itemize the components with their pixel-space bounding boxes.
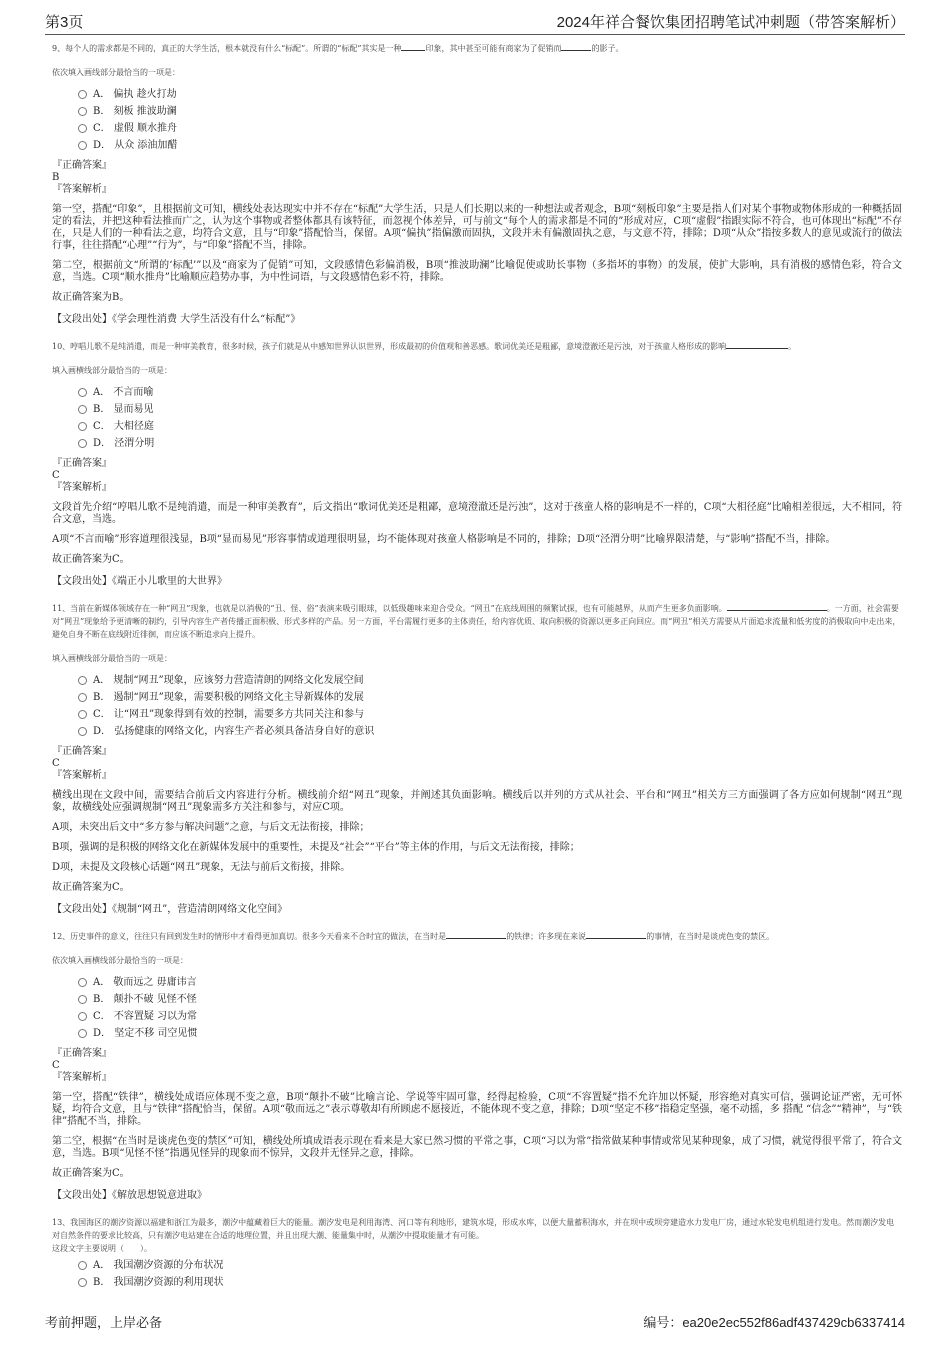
radio-icon[interactable] <box>78 90 87 99</box>
correct-answer: C <box>52 1060 60 1071</box>
option-b[interactable]: B． 颠扑不破 见怪不怪 <box>78 991 902 1008</box>
option-d[interactable]: D． 泾渭分明 <box>78 435 902 452</box>
source-citation: 【文段出处】《端正小儿歌里的大世界》 <box>52 576 227 587</box>
instruction: 依次填入画线部分最恰当的一项是： <box>52 68 180 77</box>
option-a[interactable]: A． 不言而喻 <box>78 384 902 401</box>
analysis-conclusion: 故正确答案为C。 <box>52 882 130 893</box>
page-header <box>45 12 905 35</box>
radio-icon[interactable] <box>78 676 87 685</box>
analysis-paragraph: A项，未突出后文中“多方参与解决问题”之意，与后文无法衔接，排除； <box>52 822 370 833</box>
document-title: 2024年祥合餐饮集团招聘笔试冲刺题（带答案解析） <box>556 14 905 31</box>
analysis-label: 『答案解析』 <box>52 1072 112 1083</box>
option-a[interactable]: A． 偏执 趁火打劫 <box>78 86 902 103</box>
radio-icon[interactable] <box>78 1012 87 1021</box>
option-b[interactable]: B． 遏制“网丑”现象，需要积极的网络文化主导新媒体的发展 <box>78 689 902 706</box>
analysis-paragraph: 文段首先介绍“哼唱儿歌不是纯消遣，而是一种审美教育”，后文指出“歌词优美还是粗鄙，意境澄澈还是污浊”，这对于孩童人格的影响是不一样的，C项“大相径庭”比喻相差很远，大不相同，符合文意，当选。 <box>52 502 902 525</box>
question-11 <box>52 602 902 916</box>
instruction: 填入画横线部分最恰当的一项是： <box>52 654 172 663</box>
analysis-paragraph: 第一空，搭配“印象”，且根据前文可知，横线处表达现实中并不存在“标配”大学生活，只是人们长期以来的一种想法或者观念，B项“刻板印象”主要是指人们对某个事物或物体形成的一种概括固定的看法，并把这种看法推而广之，认为这个事物或者整体都具有该特征，而忽视个体差异，可与前文“每个人的需求都是不同的”形成对应，C项“虚假”指跟实际不符合，也可体现出“标配”不存在，只是人们的一种看法之意，均符合文意，且与“印象”搭配恰当，保留。A项“偏执”指偏激而固执，文段并未有偏激固执之意，与文意不符，排除；D项“从众”指按多数人的意见或流行的做法行事，往往搭配“心理”“行为”，与“印象”搭配不当，排除。 <box>52 204 902 251</box>
blank-line <box>586 930 646 939</box>
blank-line <box>446 930 506 939</box>
analysis-conclusion: 故正确答案为B。 <box>52 292 130 303</box>
option-list <box>78 384 902 452</box>
option-a[interactable]: A． 敬而远之 毋庸讳言 <box>78 974 902 991</box>
radio-icon[interactable] <box>78 710 87 719</box>
question-stem: 12、历史事件的意义，往往只有回到发生时的情形中才看得更加真切。很多今天看来不合时宜的做法，在当时是 的铁律；许多现在来说 的事情，在当时是谈虎色变的禁区。 <box>52 932 775 941</box>
option-c[interactable]: C． 让“网丑”现象得到有效的控制，需要多方共同关注和参与 <box>78 706 902 723</box>
document-id: 编号：ea20e2ec552f86adf437429cb6337414 <box>643 1315 905 1330</box>
correct-answer-label: 『正确答案』 <box>52 160 112 171</box>
page-content <box>52 42 902 1297</box>
analysis-label: 『答案解析』 <box>52 184 112 195</box>
radio-icon[interactable] <box>78 1261 87 1270</box>
question-13 <box>52 1216 902 1291</box>
question-10 <box>52 340 902 588</box>
question-stem: 9、每个人的需求都是不同的，真正的大学生活，根本就没有什么“标配”。所谓的“标配”其实是一种 印象，其中甚至可能有商家为了促销而 的影子。 <box>52 44 624 53</box>
option-b[interactable]: B． 显而易见 <box>78 401 902 418</box>
radio-icon[interactable] <box>78 727 87 736</box>
analysis-conclusion: 故正确答案为C。 <box>52 1168 130 1179</box>
radio-icon[interactable] <box>78 978 87 987</box>
radio-icon[interactable] <box>78 1029 87 1038</box>
correct-answer: C <box>52 758 60 769</box>
blank-line <box>727 602 827 611</box>
question-12 <box>52 930 902 1202</box>
question-stem: 11、当前在新媒体领域存在一种“网丑”现象，也就是以消极的“丑、怪、俗”表演来吸引眼球，以低级趣味来迎合受众。“网丑”在底线周围的频繁试探，也有可能越界，从而产生更多负面影响。 。一方面，社会需要对“网丑”现象给予更清晰的制约，引导内容生产者传播正面积极、形式多样的产品。另一方面，平台需履行更多的主体责任，给内容优质、取向积极的资源以更多正向回应。而“网丑”相关方需要从片面追求流量和低劣度的消极取向中走出来，避免自身不断在底线附近徘徊，而应该不断追求向上提升。 <box>52 604 901 639</box>
option-d[interactable]: D． 从众 添油加醋 <box>78 137 902 154</box>
blank-line <box>561 42 591 51</box>
blank-line <box>401 42 425 51</box>
question-stem: 10、哼唱儿歌不是纯消遣，而是一种审美教育，很多时候，孩子们就是从中感知世界认识世界，形成最初的价值观和善恶感。歌词优美还是粗鄙，意境澄澈还是污浊，对于孩童人格形成的影响 。 <box>52 342 797 351</box>
option-d[interactable]: D． 弘扬健康的网络文化，内容生产者必须具备洁身自好的意识 <box>78 723 902 740</box>
option-b[interactable]: B． 刻板 推波助澜 <box>78 103 902 120</box>
question-9 <box>52 42 902 326</box>
correct-answer-label: 『正确答案』 <box>52 746 112 757</box>
radio-icon[interactable] <box>78 388 87 397</box>
option-a[interactable]: A． 我国潮汐资源的分布状况 <box>78 1257 902 1274</box>
radio-icon[interactable] <box>78 107 87 116</box>
source-citation: 【文段出处】《学会理性消费 大学生活没有什么“标配”》 <box>52 314 301 325</box>
radio-icon[interactable] <box>78 995 87 1004</box>
page-number: 第3页 <box>45 14 84 31</box>
option-b[interactable]: B． 我国潮汐资源的利用现状 <box>78 1274 902 1291</box>
option-a[interactable]: A． 规制“网丑”现象，应该努力营造清朗的网络文化发展空间 <box>78 672 902 689</box>
page-footer <box>45 1312 905 1332</box>
instruction: 依次填入画横线部分最恰当的一项是： <box>52 956 188 965</box>
radio-icon[interactable] <box>78 439 87 448</box>
radio-icon[interactable] <box>78 124 87 133</box>
option-list <box>78 974 902 1042</box>
correct-answer: B <box>52 172 60 183</box>
question-prompt: 这段文字主要说明（ ）。 <box>52 1244 152 1253</box>
analysis-paragraph: 横线出现在文段中间，需要结合前后文内容进行分析。横线前介绍“网丑”现象，并阐述其负面影响。横线后以并列的方式从社会、平台和“网丑”相关方三方面强调了各方应如何规制“网丑”现象，故横线处应强调规制“网丑”现象需多方关注和参与，对应C项。 <box>52 790 902 813</box>
radio-icon[interactable] <box>78 405 87 414</box>
radio-icon[interactable] <box>78 1278 87 1287</box>
question-stem: 13、我国海区的潮汐资源以福建和浙江为最多，潮汐中蕴藏着巨大的能量。潮汐发电是利用海湾、河口等有利地形，建筑水堤，形成水库，以便大量蓄积海水，并在坝中或坝旁建造水力发电厂房，通过水轮发电机组进行发电。然而潮汐发电对自然条件的要求比较高，只有潮汐电站建在合适的地理位置，并且出现大潮、能量集中时，从潮汐中提取能量才有可能。 <box>52 1218 895 1240</box>
blank-line <box>726 340 788 349</box>
correct-answer: C <box>52 470 60 481</box>
analysis-paragraph: 第二空，根据前文“所谓的‘标配’”以及“商家为了促销”可知，文段感情色彩偏消极，B项“推波助澜”比喻促使或助长事物（多指坏的事物）的发展，使扩大影响，具有消极的感情色彩，符合文意，当选。C项“顺水推舟”比喻顺应趋势办事，为中性词语，与文段感情色彩不符，排除。 <box>52 260 902 283</box>
correct-answer-label: 『正确答案』 <box>52 1048 112 1059</box>
radio-icon[interactable] <box>78 693 87 702</box>
analysis-paragraph: 第二空，根据“在当时是谈虎色变的禁区”可知，横线处所填成语表示现在看来是大家已然习惯的平常之事，C项“习以为常”指常做某种事情或常见某种现象，成了习惯，就觉得很平常了，符合文意，当选。B项“见怪不怪”指遇见怪异的现象而不惊异，文段并无怪异之意，排除。 <box>52 1136 902 1159</box>
analysis-conclusion: 故正确答案为C。 <box>52 554 130 565</box>
footer-slogan: 考前押题，上岸必备 <box>45 1315 163 1330</box>
option-list <box>78 1257 902 1291</box>
analysis-paragraph: D项，未提及文段核心话题“网丑”现象，无法与前后文衔接，排除。 <box>52 862 351 873</box>
analysis-paragraph: A项“不言而喻”形容道理很浅显，B项“显而易见”形容事情或道理很明显，均不能体现对孩童人格影响是不同的，排除；D项“泾渭分明”比喻界限清楚，与“影响”搭配不当，排除。 <box>52 534 836 545</box>
option-list <box>78 86 902 154</box>
analysis-paragraph: B项，强调的是积极的网络文化在新媒体发展中的重要性，未提及“社会”“平台”等主体的作用，与后文无法衔接，排除； <box>52 842 580 853</box>
analysis-paragraph: 第一空，搭配“铁律”，横线处成语应体现不变之意，B项“颠扑不破”比喻言论、学说等牢固可靠，经得起检验，C项“不容置疑”指不允许加以怀疑，形容绝对真实可信，强调论证严密，无可怀疑，均符合文意，且与“铁律”搭配恰当，保留。A项“敬而远之”表示尊敬却有所顾虑不愿接近，不能体现不变之意，排除；D项“坚定不移”指稳定坚强，毫不动摇，多 搭配 “信念”“精神”，与“铁律”搭配不当，排除。 <box>52 1092 902 1127</box>
option-c[interactable]: C． 虚假 顺水推舟 <box>78 120 902 137</box>
radio-icon[interactable] <box>78 422 87 431</box>
correct-answer-label: 『正确答案』 <box>52 458 112 469</box>
option-list <box>78 672 902 740</box>
analysis-label: 『答案解析』 <box>52 770 112 781</box>
analysis-label: 『答案解析』 <box>52 482 112 493</box>
radio-icon[interactable] <box>78 141 87 150</box>
source-citation: 【文段出处】《规制“网丑”，营造清朗网络文化空间》 <box>52 904 288 915</box>
option-d[interactable]: D． 坚定不移 司空见惯 <box>78 1025 902 1042</box>
instruction: 填入画横线部分最恰当的一项是： <box>52 366 172 375</box>
option-c[interactable]: C． 大相径庭 <box>78 418 902 435</box>
source-citation: 【文段出处】《解放思想锐意进取》 <box>52 1190 207 1201</box>
option-c[interactable]: C． 不容置疑 习以为常 <box>78 1008 902 1025</box>
